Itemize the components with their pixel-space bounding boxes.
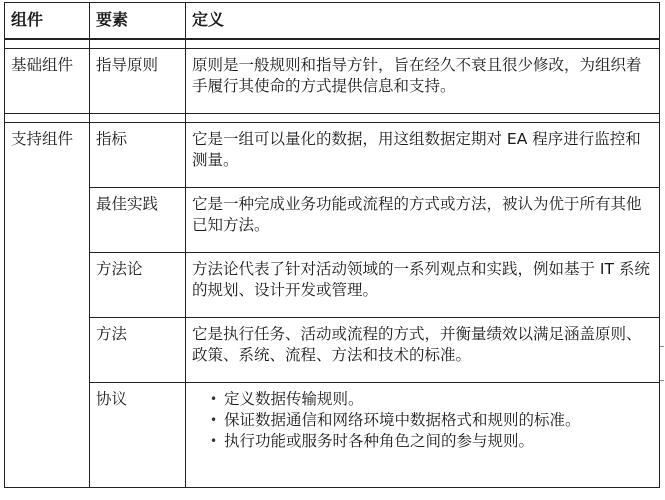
element-cell: 协议: [90, 382, 186, 487]
spacer-cell: [5, 113, 90, 122]
group-spacer: [5, 39, 660, 49]
edge-mark: [660, 346, 664, 347]
spacer-cell: [186, 113, 660, 122]
table-row: [5, 48, 660, 113]
spacer-cell: [5, 39, 90, 49]
header-definition: 定义: [186, 3, 660, 39]
element-cell: 指标: [90, 122, 186, 187]
group-spacer: [5, 113, 660, 122]
header-component: 组件: [5, 3, 90, 39]
element-cell: 方法论: [90, 252, 186, 317]
definitions-table: [4, 2, 660, 488]
definition-cell: 它是一组可以量化的数据，用这组数据定期对 EA 程序进行监控和测量。: [186, 122, 660, 187]
list-item: • 保证数据通信和网络环境中数据格式和规则的标准。: [210, 410, 653, 431]
element-cell: 方法: [90, 317, 186, 382]
edge-mark: [660, 380, 664, 381]
definition-cell: 方法论代表了针对活动领域的一系列观点和实践，例如基于 IT 系统的规划、设计开发或管理。: [186, 252, 660, 317]
spacer-cell: [90, 39, 186, 49]
element-cell: 指导原则: [90, 48, 186, 113]
list-item: • 执行功能或服务时各种角色之间的参与规则。: [210, 431, 653, 452]
table-row: [5, 252, 660, 317]
spacer-cell: [186, 39, 660, 49]
table-row: [5, 317, 660, 382]
definition-cell: 原则是一般规则和指导方针，旨在经久不衰且很少修改，为组织着手履行其使命的方式提供信息和支持。: [186, 48, 660, 113]
element-cell: 最佳实践: [90, 187, 186, 252]
table-row: [5, 382, 660, 487]
spacer-cell: [90, 113, 186, 122]
definition-cell: [186, 382, 660, 487]
definition-cell: 它是执行任务、活动或流程的方式，并衡量绩效以满足涵盖原则、政策、系统、流程、方法和技术的标准。: [186, 317, 660, 382]
component-cell: 基础组件: [5, 48, 90, 113]
component-cell: 支持组件: [5, 122, 90, 487]
list-item: • 定义数据传输规则。: [210, 389, 653, 410]
definition-cell: 它是一种完成业务功能或流程的方式或方法，被认为优于所有其他已知方法。: [186, 187, 660, 252]
header-element: 要素: [90, 3, 186, 39]
table-row: [5, 122, 660, 187]
table-header-row: [5, 3, 660, 39]
protocol-bullet-list: [192, 389, 653, 452]
table-row: [5, 187, 660, 252]
